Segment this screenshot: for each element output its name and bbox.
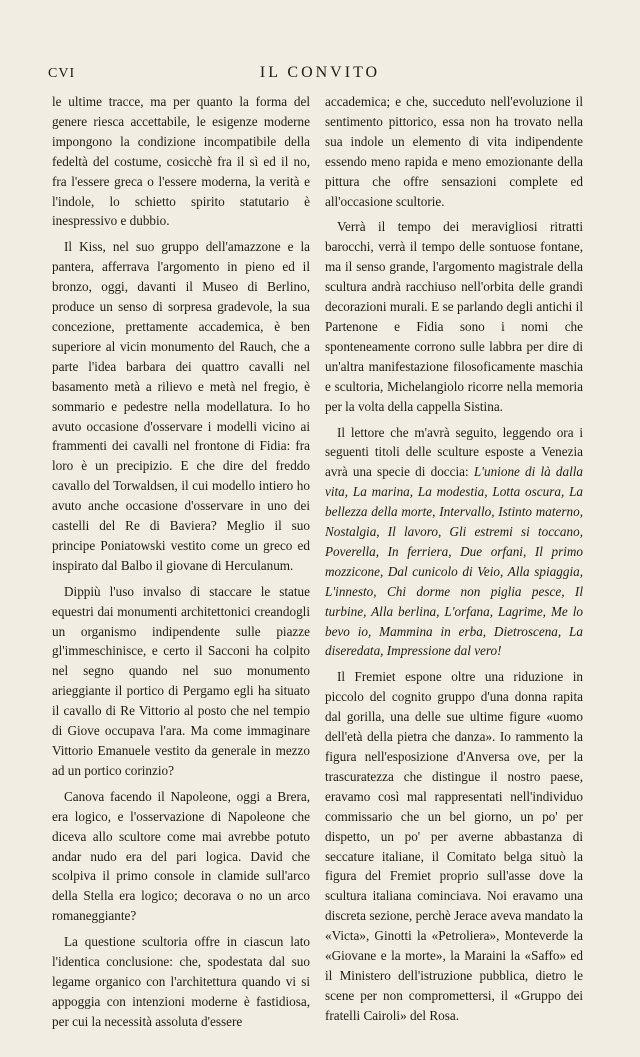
page-number: CVI <box>48 66 76 81</box>
paragraph: Il Fremiet espone oltre una riduzione in piccolo del cognito gruppo d'una donna rapita dal gorilla, una delle sue ultime figure «uomo dell'età della pietra che danza». Io rammento la figura nell'esposizione d'Anversa ove, per la trascuratezza che distingue il nostro paese, eravamo così mal rappresentati nell'individuo commissario che un bel giorno, un po' per dispetto, un po' per averne abbastanza di seccature italiane, il Comitato belga situò la figura del Fremiet proprio sull'asse dove la scultura italiana cominciava. Noi eravamo una discreta sezione, perchè Jerace aveva mandato la «Victa», Ginotti la «Petroliera», Monteverde la «Giovane e la morte», la Maraini la «Saffo» ed il Ministero dell'istruzione pubblica, dietro le scene per non compromettersi, il «Gruppo dei fratelli Cairoli» del Rosa. <box>325 669 583 1023</box>
paragraph: Verrà il tempo dei meravigliosi ritratti barocchi, verrà il tempo delle sontuose fontane, ma il senso grande, l'argomento magistrale della scultura andrà racchiuso nell'orbita delle grandi decorazioni murali. E se parlando degli antichi il Partenone e Fidia sono i nomi che sponteneamente corrono sulle labbra per dire di un'altra manifestazione filosoficamente maschia e scultoria, Michelangiolo ricorre nella memoria per la volta della cappella Sistina. <box>325 219 583 414</box>
right-column <box>325 92 583 1032</box>
paragraph: Canova facendo il Napoleone, oggi a Brera, era logico, e l'osservazione di Napoleone che diceva allo scultore come mai avrebbe potuto andar nudo era del pari logica. David che scolpiva il primo console in clamide sull'arco della Stella era logico; decorava o no un arco romaneggiante? <box>52 788 310 924</box>
paragraph: le ultime tracce, ma per quanto la forma del genere riesca accettabile, le esigenze moderne impongono la condizione incompatibile della fedeltà del costume, cosicchè fra il sì ed il no, fra l'essere greca o l'essere moderna, la verità e l'indole, lo schietto spirito statutario è inespressivo e dubbio. <box>52 94 310 229</box>
page-header <box>48 64 592 86</box>
paragraph: Dippiù l'uso invalso di staccare le statue equestri dai monumenti architettonici creandogli un organismo indipendente sulle piazze gl'immeschinisce, e certo il Sacconi ha colpito nel segno quando nel suo monumento arieggiante il portico di Pergamo egli ha situato il cavallo di Re Vittorio al posto che nel tempio di Giove occupava l'ara. Ma come immaginare Vittorio Emanuele vestito da generale in mezzo ad un portico corinzio? <box>52 583 310 778</box>
running-title: IL CONVITO <box>259 64 381 81</box>
paragraph: Il Kiss, nel suo gruppo dell'amazzone e la pantera, afferrava l'argomento in pieno ed il bronzo, oggi, davanti il Museo di Berlino, produce un senso di sorpresa gradevole, la sua concezione, prettamente accademica, è ben superiore al vicin monumento del Rauch, che a parte l'idea barbara dei quattro cavalli nel basamento metà a rilievo e metà nel fregio, è sommario e pedestre nella modellatura. Io ho avuto occasione d'osservare i modelli vicino ai frammenti dei cavalli nel frontone di Fidia: fra loro è un precipizio. E che dire del freddo cavallo del Torwaldsen, il cui modello intiero ho avuto anche occasione d'osservare in uno dei castelli del Re di Baviera? Meglio il suo principe Poniatowski vestito come un greco ed inspirato dal Balbo il giovane di Herculanum. <box>52 239 310 573</box>
sculpture-titles: L'unione di là dalla vita, La marina, La modestia, Lotta oscura, La bellezza della morte, Intervallo, Istinto materno, Nostalgia, Il lavoro, Gli estremi si toccano, Poverella, In ferriera, Due orfani, Il primo mozzicone, Dal cunicolo di Veio, Alla spiaggia, L'innesto, Chi dorme non piglia pesce, Il turbine, Alla berlina, L'orfana, Lagrime, Me lo bevo io, Mammina in erba, Dietroscena, La diseredata, Impressione dal vero! <box>325 464 584 659</box>
left-column <box>52 92 310 1038</box>
paragraph-intro: Il lettore che m'avrà seguito, leggendo ora i seguenti titoli delle sculture esposte a Venezia avrà una specie di doccia: <box>325 424 583 480</box>
paragraph <box>325 423 583 662</box>
paragraph: La questione scultoria offre in ciascun lato l'identica conclusione: che, spodestata dal suo legame organico con l'architettura quando vi si appoggia con intenzioni moderne è fastidiosa, per cui la necessità assoluta d'essere <box>52 934 310 1029</box>
paragraph: accademica; e che, succeduto nell'evoluzione il sentimento pittorico, essa non ha trovato nella sua indole un elemento di vita indipendente essendo meno rapida e meno emozionante della pittura che offre sensazioni complete ed all'occasione scultorie. <box>325 94 583 209</box>
